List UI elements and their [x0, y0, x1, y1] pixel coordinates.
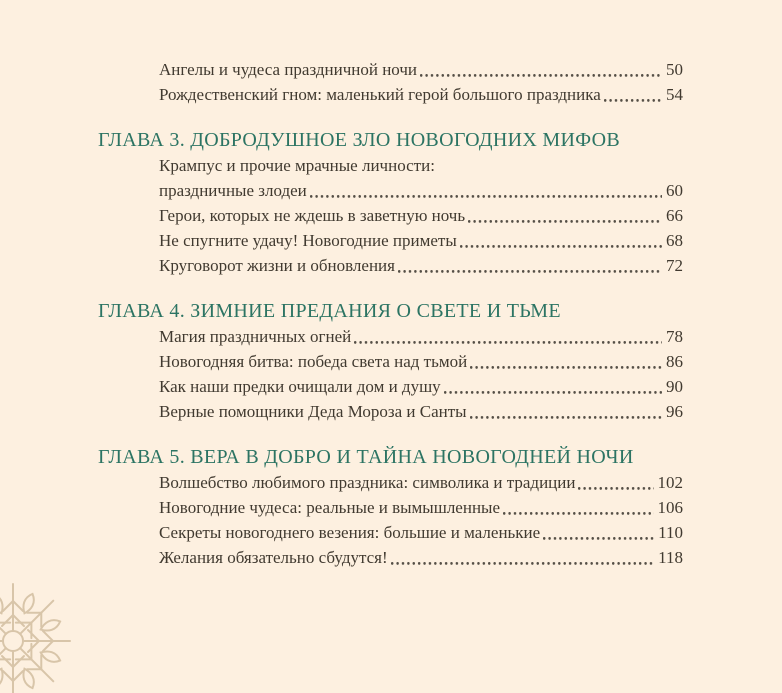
dot-leader [444, 377, 662, 399]
toc-entry-title: Герои, которых не ждешь в заветную ночь [159, 206, 466, 225]
toc-entry-page-number: 66 [666, 206, 683, 225]
toc-entry-title: Крампус и прочие мрачные личности: [159, 156, 435, 175]
toc-entry [159, 203, 683, 228]
toc-section [98, 298, 683, 424]
dot-leader [470, 352, 662, 374]
toc-entry-title: Желания обязательно сбудутся! [159, 548, 388, 567]
toc-entry [159, 349, 683, 374]
dot-leader [420, 60, 662, 82]
toc-section [98, 57, 683, 107]
dot-leader [503, 498, 653, 520]
dot-leader [470, 402, 662, 424]
toc-section [98, 444, 683, 570]
dot-leader [391, 548, 654, 570]
dot-leader [468, 206, 662, 228]
dot-leader [398, 256, 662, 278]
toc-entry [159, 495, 683, 520]
toc-section [98, 127, 683, 278]
toc-entry-page-number: 68 [666, 231, 683, 250]
chapter-entries [98, 57, 683, 107]
toc-entry [159, 153, 683, 178]
toc-entry-title: Новогодние чудеса: реальные и вымышленные [159, 498, 501, 517]
chapter-entries [98, 324, 683, 424]
toc-entry-title: Как наши предки очищали дом и душу [159, 377, 441, 396]
toc-entry-title: Круговорот жизни и обновления [159, 256, 395, 275]
toc-content [98, 57, 683, 570]
chapter-entries [98, 470, 683, 570]
dot-leader [578, 473, 653, 495]
toc-entry [159, 253, 683, 278]
toc-entry-page-number: 96 [666, 402, 683, 421]
toc-entry-page-number: 78 [666, 327, 683, 346]
toc-entry-title: Верные помощники Деда Мороза и Санты [159, 402, 467, 421]
dot-leader [543, 523, 654, 545]
dot-leader [310, 181, 662, 203]
chapter-entries [98, 153, 683, 278]
dot-leader [354, 327, 662, 349]
toc-entry [159, 374, 683, 399]
toc-entry-page-number: 86 [666, 352, 683, 371]
toc-entry-page-number: 118 [658, 548, 683, 567]
toc-entry [159, 520, 683, 545]
toc-entry-title: Волшебство любимого праздника: символика и традиции [159, 473, 576, 492]
toc-entry [159, 470, 683, 495]
toc-entry-title: Рождественский гном: маленький герой большого праздника [159, 85, 601, 104]
toc-entry-page-number: 90 [666, 377, 683, 396]
toc-entry-title: праздничные злодеи [159, 181, 307, 200]
toc-entry [159, 178, 683, 203]
toc-entry-page-number: 60 [666, 181, 683, 200]
toc-entry-page-number: 102 [657, 473, 683, 492]
toc-entry-title: Новогодняя битва: победа света над тьмой [159, 352, 468, 371]
toc-entry-title: Не спугните удачу! Новогодние приметы [159, 231, 457, 250]
toc-entry-page-number: 50 [666, 60, 683, 79]
snowflake-icon [0, 571, 83, 693]
chapter-heading: ГЛАВА 3. ДОБРОДУШНОЕ ЗЛО НОВОГОДНИХ МИФОВ [98, 129, 620, 151]
toc-entry [159, 399, 683, 424]
toc-entry-title: Ангелы и чудеса праздничной ночи [159, 60, 418, 79]
chapter-heading: ГЛАВА 5. ВЕРА В ДОБРО И ТАЙНА НОВОГОДНЕЙ НОЧИ [98, 446, 634, 468]
toc-entry-title: Магия праздничных огней [159, 327, 352, 346]
toc-entry-page-number: 54 [666, 85, 683, 104]
dot-leader [604, 85, 662, 107]
toc-entry-page-number: 110 [658, 523, 683, 542]
toc-entry [159, 228, 683, 253]
toc-entry-page-number: 106 [657, 498, 683, 517]
toc-entry [159, 324, 683, 349]
toc-entry-title: Секреты новогоднего везения: большие и маленькие [159, 523, 541, 542]
dot-leader [460, 231, 662, 253]
toc-entry [159, 82, 683, 107]
toc-entry [159, 545, 683, 570]
toc-entry-page-number: 72 [666, 256, 683, 275]
chapter-heading: ГЛАВА 4. ЗИМНИЕ ПРЕДАНИЯ О СВЕТЕ И ТЬМЕ [98, 300, 561, 322]
toc-entry [159, 57, 683, 82]
